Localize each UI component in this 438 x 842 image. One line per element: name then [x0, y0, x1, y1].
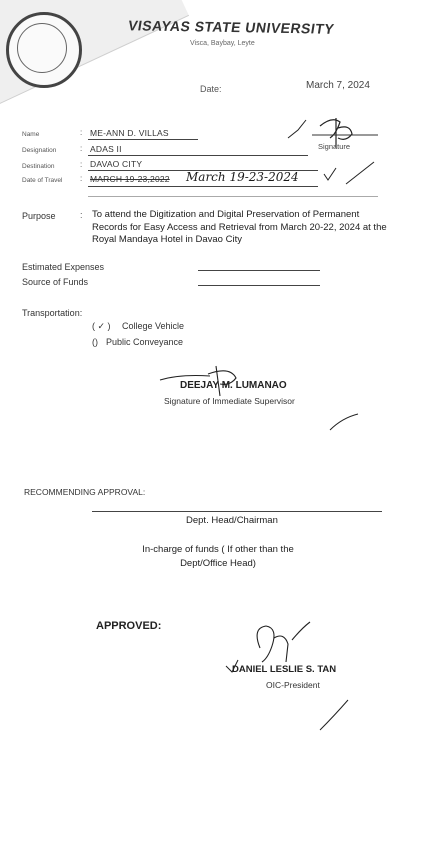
university-address: Visca, Baybay, Leyte	[190, 40, 255, 47]
date-label: Date:	[200, 84, 222, 94]
source-of-funds-line	[198, 285, 320, 286]
destination-value: DAVAO CITY	[90, 159, 143, 169]
university-name: VISAYAS STATE UNIVERSITY	[127, 17, 336, 37]
date-value: March 7, 2024	[306, 80, 370, 91]
designation-underline	[88, 155, 308, 156]
signature-label: Signature	[318, 142, 351, 151]
president-title: OIC-President	[266, 680, 320, 690]
recommending-approval-label: RECOMMENDING APPROVAL:	[24, 487, 146, 497]
university-seal-icon	[6, 12, 82, 88]
dept-head-title: Dept. Head/Chairman	[186, 515, 278, 526]
destination-label: Destination	[22, 163, 55, 170]
recommending-signature-line	[92, 511, 382, 512]
check-tick-icon	[322, 158, 382, 188]
purpose-label: Purpose	[22, 211, 56, 221]
supervisor-name: DEEJAY M. LUMANAO	[180, 380, 287, 391]
date-of-travel-underline	[88, 186, 318, 187]
transport-option-college-mark: ( ✓ )	[92, 321, 111, 331]
designation-value: ADAS II	[90, 144, 122, 154]
form-divider	[88, 196, 378, 197]
name-underline	[88, 139, 198, 140]
funds-note-line2: Dept/Office Head)	[180, 558, 256, 569]
designation-label: Designation	[22, 147, 57, 154]
president-name: DANIEL LESLIE S. TAN	[232, 664, 337, 675]
pen-stroke-icon-2	[318, 698, 352, 732]
supervisor-title: Signature of Immediate Supervisor	[164, 396, 295, 406]
purpose-text: To attend the Digitization and Digital Preservation of Permanent Records for Easy Access and Retrieval from March 20-22, 2024 at the Royal Mandaya Hotel in Davao City	[92, 209, 387, 245]
name-label: Name	[22, 131, 40, 138]
date-of-travel-label: Date of Travel	[22, 177, 63, 184]
date-of-travel-handwritten: March 19-23-2024	[186, 170, 299, 184]
name-value: ME-ANN D. VILLAS	[90, 128, 169, 138]
approved-label: APPROVED:	[96, 620, 162, 632]
date-of-travel-value: MARCH 19-23,2022	[90, 174, 170, 184]
estimated-expenses-label: Estimated Expenses	[22, 262, 105, 272]
transportation-label: Transportation:	[22, 308, 83, 318]
estimated-expenses-line	[198, 270, 320, 271]
source-of-funds-label: Source of Funds	[22, 277, 89, 287]
transport-option-college-label: College Vehicle	[122, 321, 185, 331]
funds-note-line1: In-charge of funds ( If other than the	[142, 544, 294, 555]
transport-option-public-mark: ()	[92, 337, 98, 347]
pen-stroke-icon	[328, 412, 362, 432]
transport-option-public-label: Public Conveyance	[106, 337, 184, 347]
